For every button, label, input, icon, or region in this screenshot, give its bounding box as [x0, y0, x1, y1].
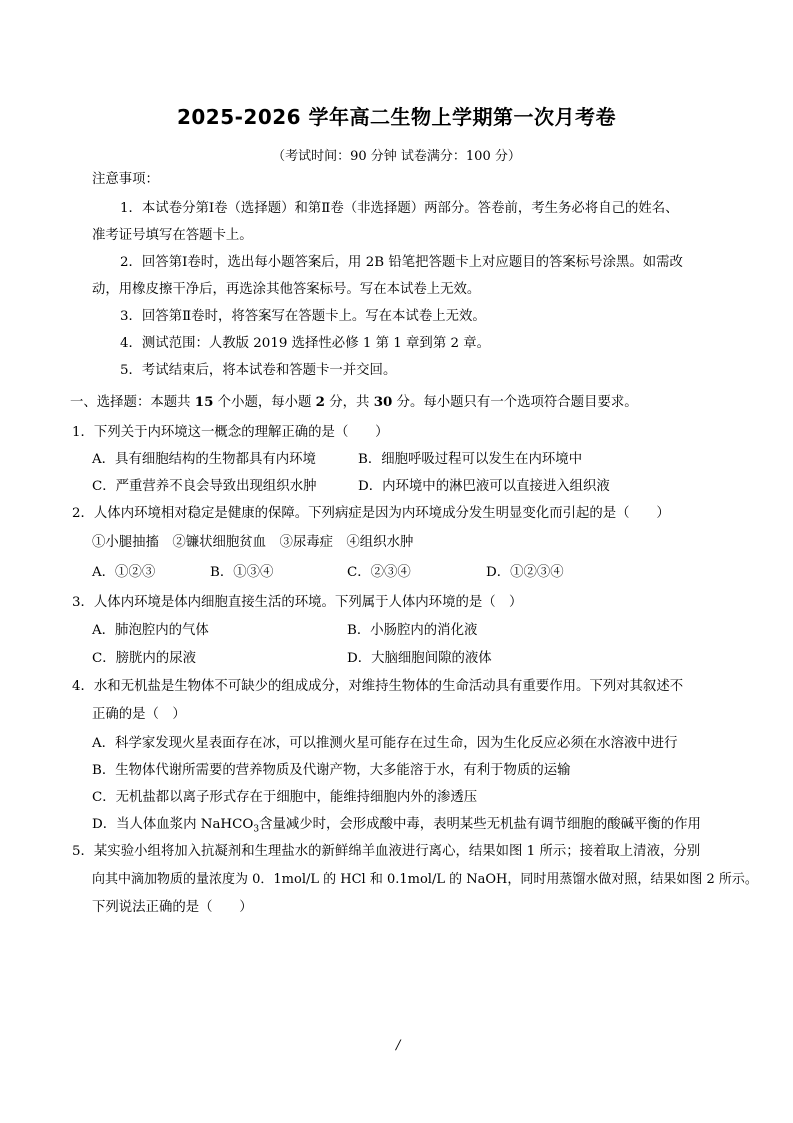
note-item: 准考证号填写在答题卡上。 — [92, 228, 253, 243]
note-item: 5．考试结束后，将本试卷和答题卡一并交回。 — [120, 363, 397, 378]
question-stem: 4．水和无机盐是生物体不可缺少的组成成分，对维持生物体的生命活动具有重要作用。下列对其叙述不 — [72, 679, 684, 694]
section-number: 15 — [194, 394, 214, 410]
option-d: D．内环境中的淋巴液可以直接进入组织液 — [358, 479, 610, 494]
section-text: 分。每小题只有一个选项符合题目要求。 — [392, 395, 638, 410]
option-a: A．具有细胞结构的生物都具有内环境 — [92, 452, 316, 467]
question-stem-continued: 正确的是（ ） — [92, 707, 186, 722]
option-d: D．①②③④ — [486, 565, 564, 580]
option-b: B．①③④ — [210, 565, 274, 580]
option-d-subscript: 3 — [253, 824, 260, 835]
exam-title: 2025-2026 学年高二生物上学期第一次月考卷 — [176, 105, 617, 129]
note-item: 1．本试卷分第Ⅰ卷（选择题）和第Ⅱ卷（非选择题）两部分。答卷前，考生务必将自己的姓名、 — [120, 201, 679, 216]
option-d-text: D．当人体血浆内 NaHCO — [92, 817, 254, 832]
option-d-text: 含量减少时，会形成酸中毒，表明某些无机盐有调节细胞的酸碱平衡的作用 — [259, 817, 701, 832]
section-heading — [70, 393, 638, 412]
section-number: 30 — [373, 394, 393, 410]
option-b: B．细胞呼吸过程可以发生在内环境中 — [358, 452, 583, 467]
question-items: ①小腿抽搐 ②镰状细胞贫血 ③尿毒症 ④组织水肿 — [92, 535, 414, 550]
section-text: 个小题，每小题 — [213, 395, 316, 410]
option-c: C．严重营养不良会导致出现组织水肿 — [92, 479, 317, 494]
option-c: C．②③④ — [347, 565, 411, 580]
question-stem: 2．人体内环境相对稳定是健康的保障。下列病症是因为内环境成分发生明显变化而引起的是（ ） — [72, 506, 670, 521]
notes-heading: 注意事项： — [92, 172, 159, 187]
question-stem-continued: 向其中滴加物质的量浓度为 0．1mol/L 的 HCl 和 0.1mol/L 的 NaOH，同时用蒸馏水做对照，结果如图 2 所示。 — [92, 872, 758, 887]
option-a: A．肺泡腔内的气体 — [92, 623, 209, 638]
option-a: A．①②③ — [92, 565, 156, 580]
option-d — [92, 816, 701, 839]
question-stem: 1．下列关于内环境这一概念的理解正确的是（ ） — [72, 425, 389, 440]
question-stem-continued: 下列说法正确的是（ ） — [92, 900, 253, 915]
option-b: B．生物体代谢所需要的营养物质及代谢产物，大多能溶于水，有利于物质的运输 — [92, 763, 571, 778]
page-mark: / — [396, 1038, 401, 1053]
section-number: 2 — [315, 394, 325, 410]
option-b: B．小肠腔内的消化液 — [347, 623, 478, 638]
question-stem: 5．某实验小组将加入抗凝剂和生理盐水的新鲜绵羊血液进行离心，结果如图 1 所示；接着取上清液，分别 — [72, 844, 701, 859]
option-d: D．大脑细胞间隙的液体 — [347, 651, 492, 666]
note-item: 2．回答第Ⅰ卷时，选出每小题答案后，用 2B 铅笔把答题卡上对应题目的答案标号涂黑。如需改 — [120, 255, 683, 270]
option-c: C．膀胱内的尿液 — [92, 651, 196, 666]
note-item: 动，用橡皮擦干净后，再选涂其他答案标号。写在本试卷上无效。 — [92, 282, 481, 297]
section-text: 分，共 — [325, 395, 374, 410]
section-text: 一、选择题：本题共 — [70, 395, 195, 410]
option-a: A．科学家发现火星表面存在冰，可以推测火星可能存在过生命，因为生化反应必须在水溶液中进行 — [92, 736, 678, 751]
exam-subtitle: （考试时间：90 分钟 试卷满分：100 分） — [272, 149, 521, 164]
note-item: 4．测试范围：人教版 2019 选择性必修 1 第 1 章到第 2 章。 — [120, 336, 491, 351]
question-stem: 3．人体内环境是体内细胞直接生活的环境。下列属于人体内环境的是（ ） — [72, 595, 523, 610]
option-c: C．无机盐都以离子形式存在于细胞中，能维持细胞内外的渗透压 — [92, 790, 478, 805]
note-item: 3．回答第Ⅱ卷时，将答案写在答题卡上。写在本试卷上无效。 — [120, 309, 486, 324]
